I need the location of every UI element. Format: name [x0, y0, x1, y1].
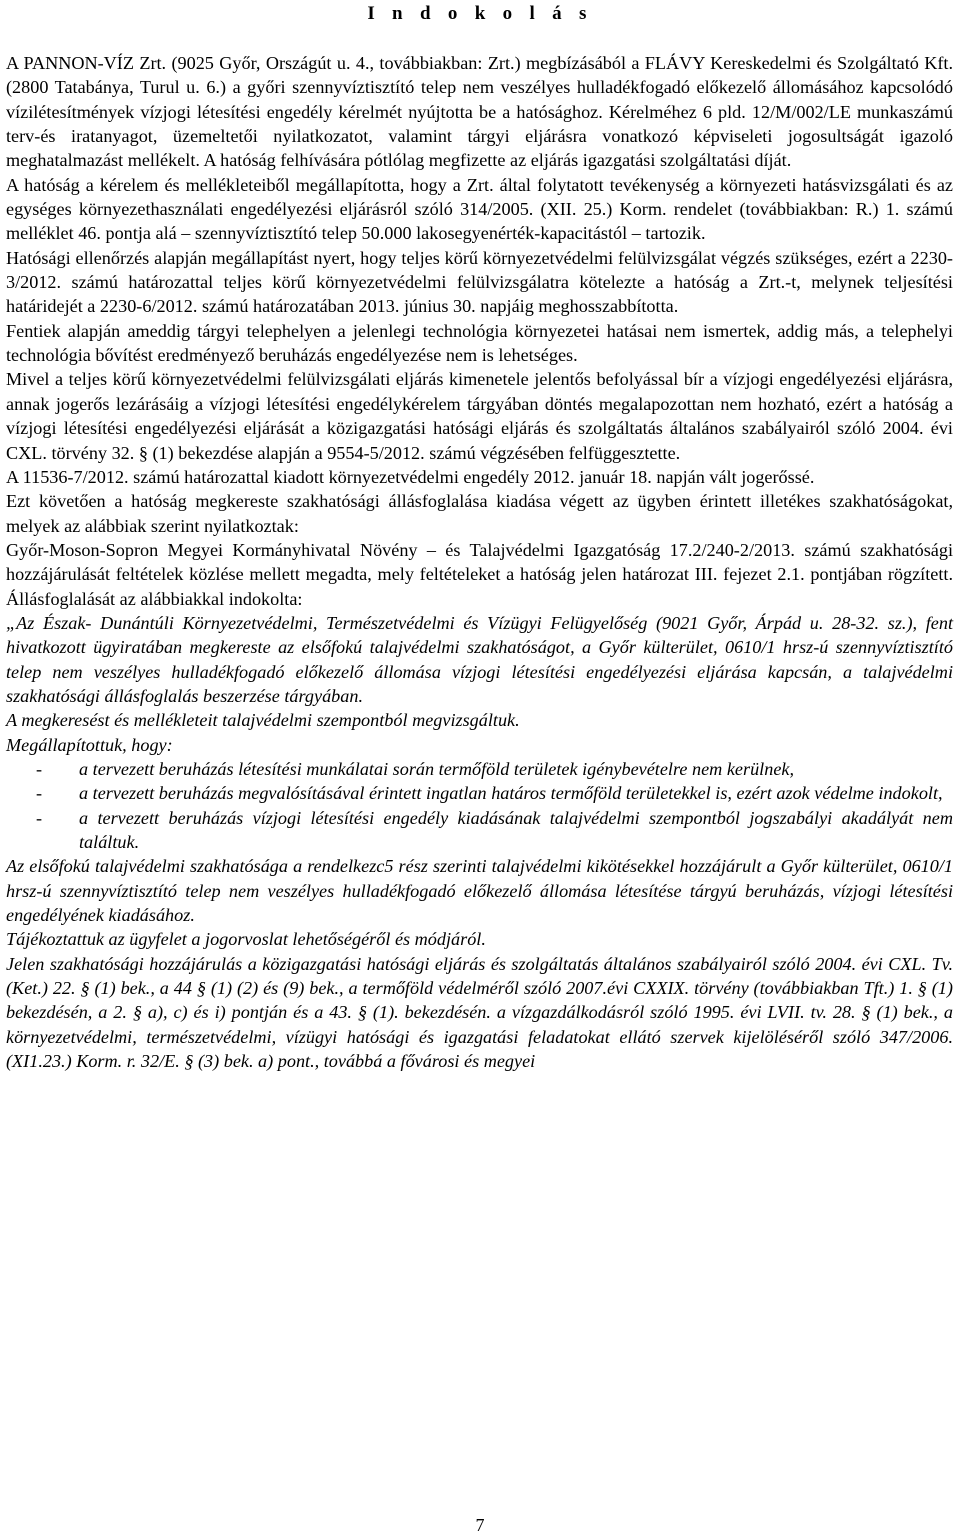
list-item [6, 781, 953, 805]
quoted-paragraph-remedy-info: Tájékoztattuk az ügyfelet a jogorvoslat lehetőségéről és módjáról. [6, 929, 486, 950]
list-item-text: a tervezett beruházás létesítési munkálatai során termőföld területek igénybevételre nem kerülnek, [79, 758, 795, 779]
page-number: 7 [475, 1515, 485, 1535]
dash-bullet: - [36, 807, 43, 828]
quoted-paragraph-legal-basis: Jelen szakhatósági hozzájárulás a közigazgatási hatósági eljárás és szolgáltatás általános szabályairól szóló 2004. évi CXL. Tv. (Ket.) 22. § (1) bek., a 44 § (1) (2) és (9) bek., a termőföld védelméről szóló 2007.évi CXXIX. törvény (továbbiakban Tft.) 1. § (1) bekezdésén, a 2. § a), c) és i) pontján és a 43. § (1). bekezdésén. a vízgazdálkodásról szóló 1995. évi LVII. tv. 28. § (1) bek., a környezetvédelmi, természetvédelmi, vízügyi hatósági és igazgatási feladatokat ellátó szervek kijelöléséről szóló 347/2006. (XI1.23.) Korm. r. 32/E. § (3) bek. a) pont., továbbá a fővárosi és megyei [6, 953, 953, 1072]
paragraph-review-obligation: Hatósági ellenőrzés alapján megállapítást nyert, hogy teljes körű környezetvédelmi felülvizsgálat végzés szükséges, ezért a 2230-3/2012. számú határozattal teljes körű környezetvédelmi felülvizsgálatra kötelezte a hatóság a Zrt.-t, melynek teljesítési határidejét a 2230-6/2012. számú határozatában 2013. június 30. napjáig meghosszabbította. [6, 247, 953, 317]
dash-bullet: - [36, 758, 43, 779]
quoted-paragraph-findings-intro: Megállapítottuk, hogy: [6, 734, 173, 755]
dash-bullet: - [36, 783, 43, 804]
list-item-text: a tervezett beruházás vízjogi létesítési engedély kiadásának talajvédelmi szempontból jogszabályi akadályát nem találtuk. [79, 807, 953, 852]
paragraph-permit-final: A 11536-7/2012. számú határozattal kiadott környezetvédelmi engedély 2012. január 18. napján vált jogerőssé. [6, 466, 815, 487]
quoted-paragraph-request: „Az Észak- Dunántúli Környezetvédelmi, Természetvédelmi és Vízügyi Felügyelőség (9021 Győr, Árpád u. 28-32. sz.), fent hivatkozott ügyiratában megkereste az elsőfokú talajvédelmi szakhatóságot, a Győr külterület, 0610/1 hrsz-ú szennyvíztisztító telep nem veszélyes hulladékfogadó előkezelő állomása vízjogi létesítési engedélyezési eljárása kapcsán, a talajvédelmi szakhatósági állásfoglalás beszerzése tárgyában. [6, 612, 953, 706]
list-item [6, 806, 953, 855]
list-item [6, 757, 953, 781]
paragraph-consequence: Fentiek alapján ameddig tárgyi telephelyen a jelenlegi technológia környezetei hatásai nem ismertek, addig más, a telephelyi technológia bővítést eredményező beruházás engedélyezése nem is lehetséges. [6, 320, 953, 366]
findings-list [6, 757, 953, 854]
paragraph-application: A PANNON-VÍZ Zrt. (9025 Győr, Országút u. 4., továbbiakban: Zrt.) megbízásából a FLÁVY Kereskedelmi és Szolgáltató Kft. (2800 Tatabánya, Turul u. 6.) a győri szennyvíztisztító telep nem veszélyes hulladékfogadó előkezelő állomásához kapcsolódó vízilétesítmények vízjogi létesítési engedély kérelmét nyújtotta be a hatósághoz. Kérelméhez 6 pld. 12/M/002/LE munkaszámú terv-és iratanyagot, üzemeltetői nyilatkozatot, valamint tárgyi eljárásra vonatkozó képviseleti jogosultságát igazoló meghatalmazást mellékelt. A hatóság felhívására pótlólag megfizette az eljárás igazgatási szolgáltatási díját. [6, 53, 953, 171]
paragraph-authority-request: Ezt követően a hatóság megkereste szakhatósági állásfoglalása kiadása végett az ügyben érintett illetékes szakhatóságokat, melyek az alábbiak szerint nyilatkoztak: [6, 491, 953, 536]
document-body [6, 51, 953, 1073]
paragraph-environmental-assessment: A hatóság a kérelem és mellékleteiből megállapította, hogy a Zrt. által folytatott tevékenység a környezeti hatásvizsgálati és az egységes környezethasználati engedélyezési eljárásról szóló 314/2005. (XII. 25.) Korm. rendelet (továbbiakban: R.) 1. számú melléklet 46. pontja alá – szennyvíztisztító telep 50.000 lakosegyenérték-kapacitástól – tartozik. [6, 174, 953, 244]
paragraph-soil-protection-directorate: Győr-Moson-Sopron Megyei Kormányhivatal Növény – és Talajvédelmi Igazgatóság 17.2/240-2/2013. számú szakhatósági hozzájárulását feltételek közlése mellett megadta, mely feltételeket a hatóság jelen határozat III. fejezet 2.1. pontjában rögzített. Állásfoglalását az alábbiakkal indokolta: [6, 539, 953, 609]
paragraph-suspension: Mivel a teljes körű környezetvédelmi felülvizsgálati eljárás kimenetele jelentős befolyással bír a vízjogi engedélyezési eljárásra, annak jogerős lezárásáig a vízjogi létesítési engedélykérelem tárgyában döntés megalapozottan nem hozható, ezért a hatóság a vízjogi létesítési engedélyezési eljárását a közigazgatási hatósági eljárás és szolgáltatás általános szabályairól szóló 2004. évi CXL. törvény 32. § (1) bekezdése alapján a 9554-5/2012. számú végzésében felfüggesztette. [6, 369, 953, 463]
quoted-paragraph-consent: Az elsőfokú talajvédelmi szakhatósága a rendelkezc5 rész szerinti talajvédelmi kikötésekkel hozzájárult a Győr külterület, 0610/1 hrsz-ú szennyvíztisztító telep nem veszélyes hulladékfogadó előkezelő állomása létesítése tárgyú beruházás, vízjogi létesítési engedélyének kiadásához. [6, 856, 953, 926]
list-item-text: a tervezett beruházás megvalósításával érintett ingatlan határos termőföld területekkel is, ezért azok védelme indokolt, [79, 783, 943, 804]
quoted-paragraph-examined: A megkeresést és mellékleteit talajvédelmi szempontból megvizsgáltuk. [6, 710, 520, 731]
document-heading: I n d o k o l á s [367, 3, 593, 24]
